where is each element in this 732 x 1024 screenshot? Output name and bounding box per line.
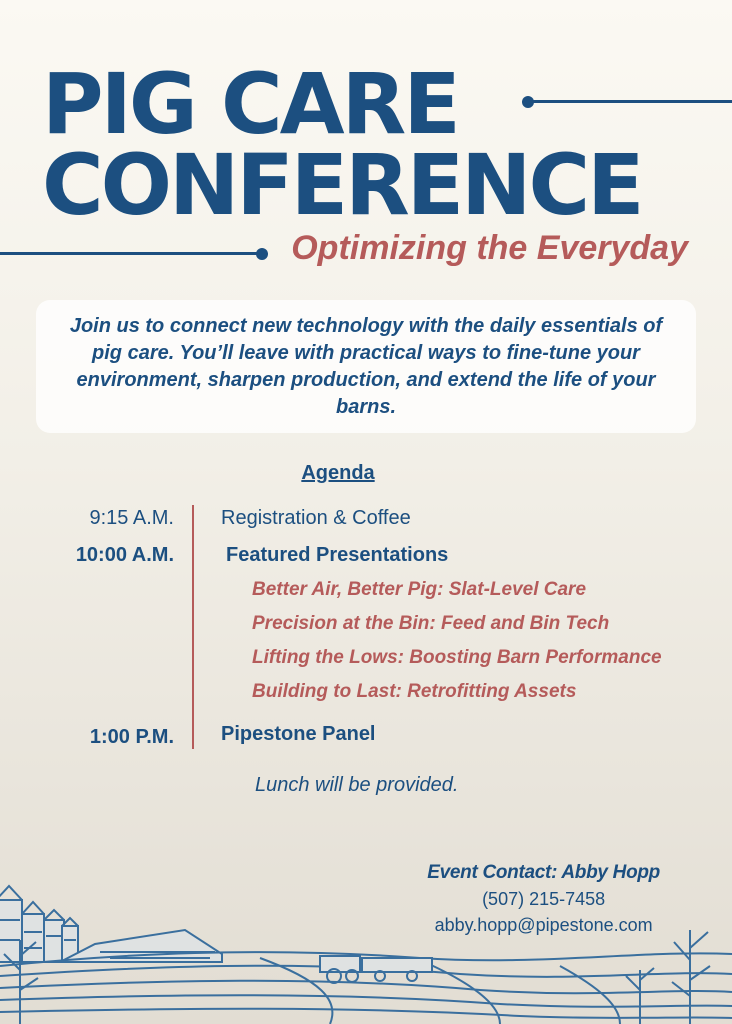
agenda-event-panel: Pipestone Panel <box>221 723 376 745</box>
agenda-heading: Agenda <box>301 462 375 484</box>
session-item: Lifting the Lows: Boosting Barn Performance <box>252 647 662 668</box>
session-item: Precision at the Bin: Feed and Bin Tech <box>252 613 610 634</box>
contact-email[interactable]: abby.hopp@pipestone.com <box>434 915 653 935</box>
intro-text: Join us to connect new technology with the daily essentials of pig care. You’ll leave with practical ways to fine-tune your environment, sharpen production, and extend the life of your barns. <box>69 314 663 418</box>
agenda-time-presentations: 10:00 A.M. <box>75 544 174 566</box>
contact-block <box>427 860 660 938</box>
session-item: Building to Last: Retrofitting Assets <box>252 681 577 702</box>
contact-phone[interactable]: (507) 215-7458 <box>482 889 606 909</box>
lunch-note: Lunch will be provided. <box>255 774 459 796</box>
session-item: Better Air, Better Pig: Slat-Level Care <box>252 579 587 600</box>
agenda-event-presentations: Featured Presentations <box>226 544 449 566</box>
header-rule-bottom-dot <box>256 248 268 260</box>
agenda-time-registration: 9:15 A.M. <box>89 507 174 529</box>
header-rule-top <box>528 100 732 103</box>
contact-name: Event Contact: Abby Hopp <box>427 862 660 883</box>
header-rule-bottom <box>0 252 262 255</box>
title-line-2: CONFERENCE <box>42 136 642 234</box>
intro-box <box>36 300 696 433</box>
agenda-time-panel: 1:00 P.M. <box>89 726 174 748</box>
agenda-divider <box>192 505 194 749</box>
agenda-event-registration: Registration & Coffee <box>221 507 411 529</box>
title-line-1: PIG CARE <box>42 55 458 153</box>
subtitle: Optimizing the Everyday <box>291 229 688 267</box>
